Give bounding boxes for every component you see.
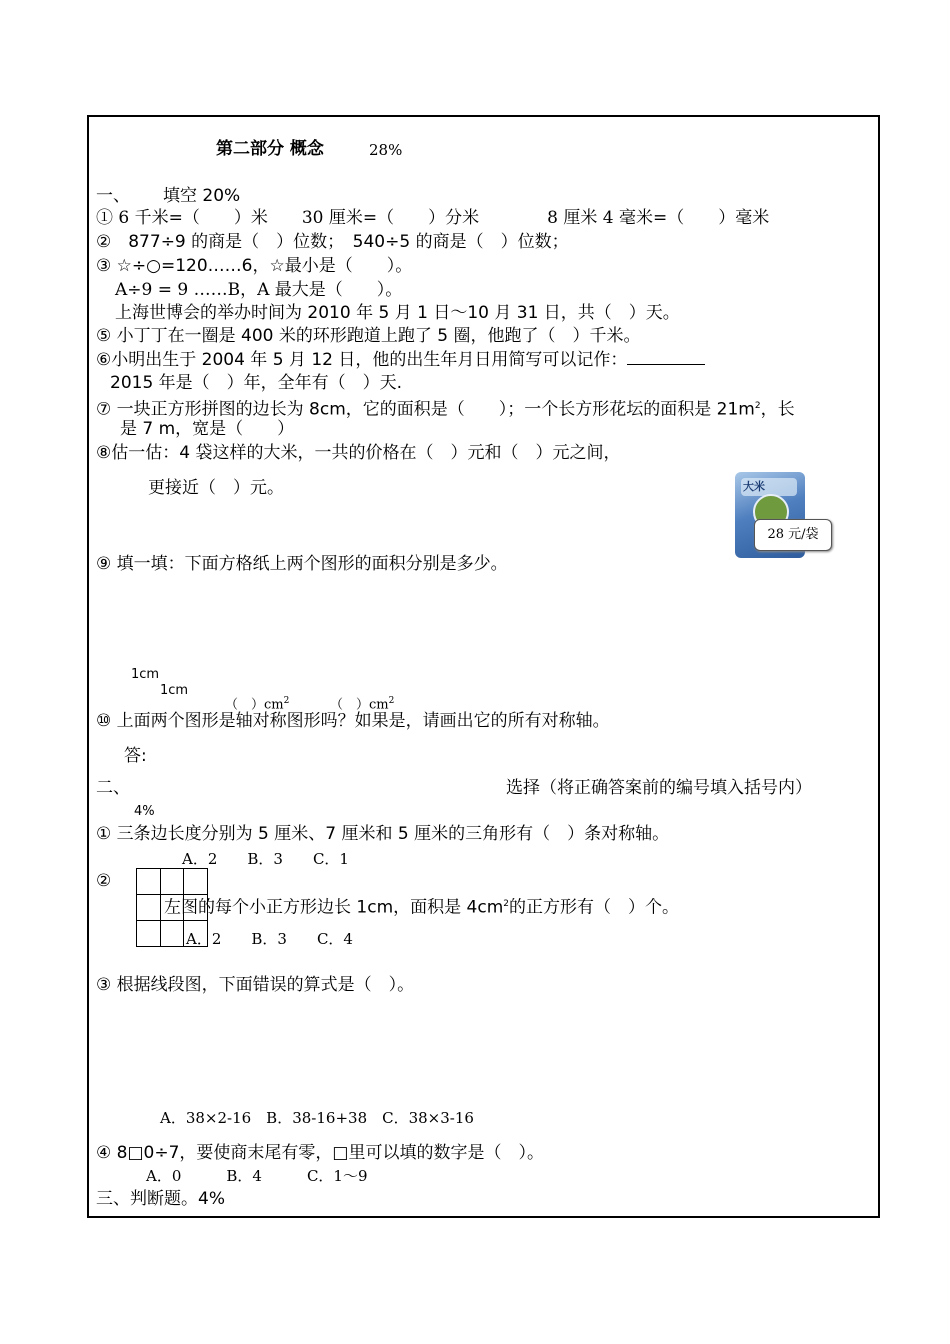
question-2-2: 左图的每个小正方形边长 1cm，面积是 $4cm^2$的正方形有（ ）个。 xyxy=(164,897,679,918)
question-2-3: ③ 根据线段图，下面错误的算式是（ ）。 xyxy=(96,975,415,995)
question-1-7b: 是 7 m，宽是（ ） xyxy=(120,419,295,439)
question-2-2-options: A．2 B．3 C．4 xyxy=(186,930,353,948)
question-2-1-options: A．2 B．3 C．1 xyxy=(182,850,349,868)
section1-title: 填空 20% xyxy=(163,186,241,206)
question-2-2-number: ② xyxy=(96,871,112,891)
section3-title: 三、判断题。4% xyxy=(96,1189,225,1209)
question-2-1: ① 三条边长度分别为 5 厘米、7 厘米和 5 厘米的三角形有（ ）条对称轴。 xyxy=(96,824,670,844)
section2-percent: 4% xyxy=(134,804,155,819)
answer-blank xyxy=(627,350,705,365)
question-2-4-options: A．0 B．4 C．1～9 xyxy=(146,1167,368,1185)
question-1-7a: ⑦ 一块正方形拼图的边长为 8cm，它的面积是（ ）；一个长方形花坛的面积是 $21m^2$，长 xyxy=(96,399,795,420)
question-1-8b: 更接近（ ）元。 xyxy=(148,478,284,498)
section2-heading: 二、 xyxy=(96,778,130,798)
answer-label: 答: xyxy=(124,746,147,766)
question-1-9: ⑨ 填一填：下面方格纸上两个图形的面积分别是多少。 xyxy=(96,554,508,574)
area-answer-1: （ ）$cm^2$ xyxy=(225,696,290,713)
question-1-10: ⑩ 上面两个图形是轴对称图形吗？如果是，请画出它的所有对称轴。 xyxy=(96,711,610,731)
area-answer-2: （ ）$cm^2$ xyxy=(330,696,395,713)
section-percent: 28% xyxy=(369,141,403,159)
question-1-5: ⑤ 小丁丁在一圈是 400 米的环形跑道上跑了 5 圈，他跑了（ ）千米。 xyxy=(96,326,641,346)
question-1-8a: ⑧估一估：4 袋这样的大米，一共的价格在（ ）元和（ ）元之间， xyxy=(96,443,621,463)
rice-price-tag: 28 元/袋 xyxy=(754,519,832,551)
question-1-6a: ⑥小明出生于 2004 年 5 月 12 日，他的出生年月日用简写可以记作： xyxy=(96,350,705,370)
section1-heading: 一、 xyxy=(96,186,130,206)
rice-bag-label: 大米 xyxy=(743,480,765,493)
section2-title: 选择（将正确答案前的编号填入括号内） xyxy=(506,778,812,798)
section-title: 第二部分 概念 xyxy=(216,139,324,159)
question-1-1: ① 6 千米=（ ）米 30 厘米=（ ）分米 8 厘米 4 毫米=（ ）毫米 xyxy=(96,208,770,228)
question-1-3b: A÷9 = 9 ……B，A 最大是（ ）。 xyxy=(115,280,403,300)
question-1-2: ② 877÷9 的商是（ ）位数； 540÷5 的商是（ ）位数； xyxy=(96,232,569,252)
unit-label-b: 1cm xyxy=(160,683,189,698)
question-2-3-options: A．38×2-16 B．38-16+38 C．38×3-16 xyxy=(160,1109,474,1127)
question-1-4: 上海世博会的举办时间为 2010 年 5 月 1 日～10 月 31 日，共（ ）天。 xyxy=(115,303,680,323)
question-2-4: ④ 8□0÷7，要使商末尾有零，□里可以填的数字是（ ）。 xyxy=(96,1143,544,1163)
question-1-3a: ③ ☆÷○=120……6，☆最小是（ ）。 xyxy=(96,256,413,276)
unit-label-a: 1cm xyxy=(131,667,160,682)
question-1-6b: 2015 年是（ ）年，全年有（ ）天. xyxy=(110,373,403,393)
